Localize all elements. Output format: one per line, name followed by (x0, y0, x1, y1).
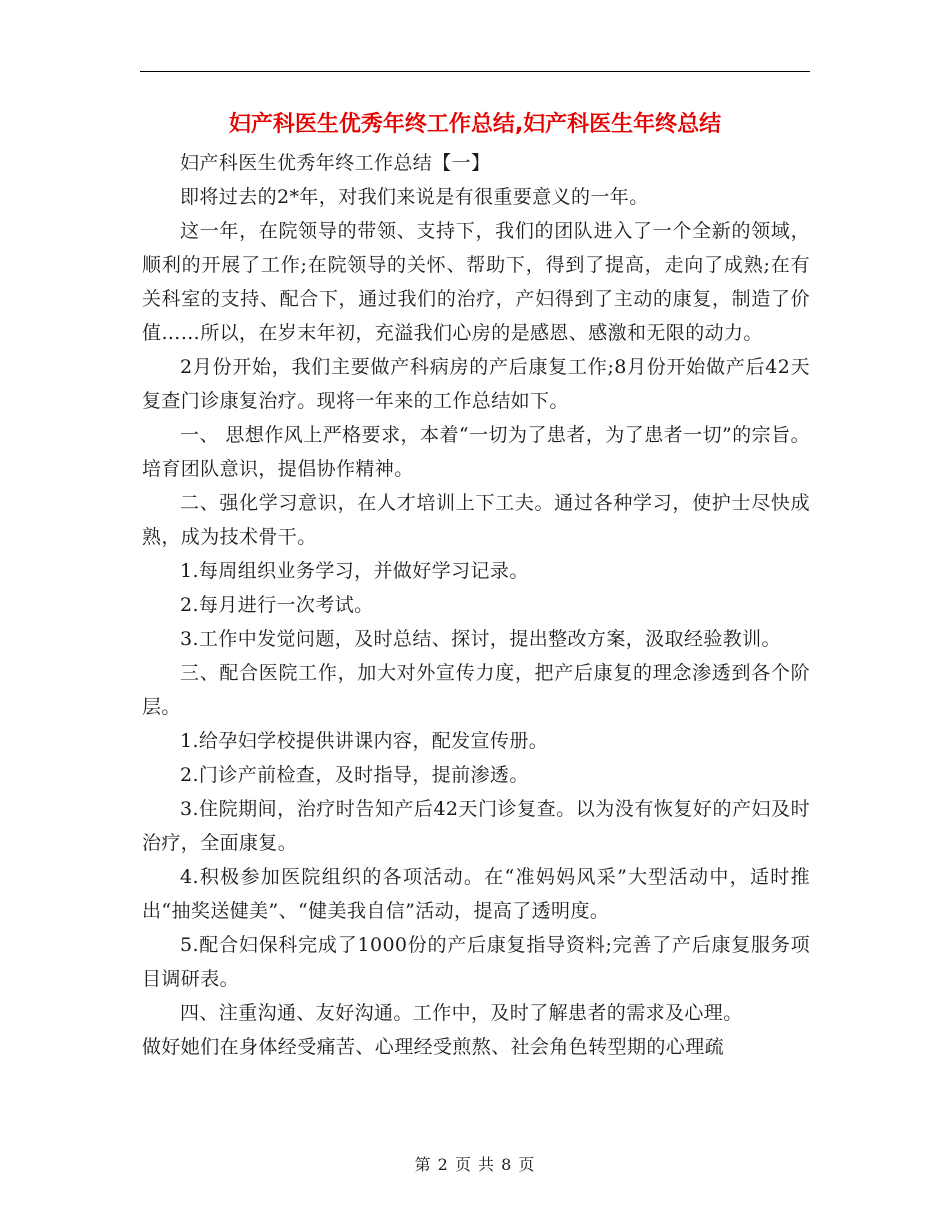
document-title: 妇产科医生优秀年终工作总结,妇产科医生年终总结 (228, 112, 722, 137)
paragraph: 4.积极参加医院组织的各项活动。在“准妈妈风采”大型活动中，适时推出“抽奖送健美”、“健美我自信”活动，提高了透明度。 (142, 866, 810, 922)
paragraph: 3.住院期间，治疗时告知产后42天门诊复查。以为没有恢复好的产妇及时治疗，全面康复。 (142, 798, 810, 854)
paragraph: 这一年，在院领导的带领、支持下，我们的团队进入了一个全新的领域，顺利的开展了工作;在院领导的关怀、帮助下，得到了提高，走向了成熟;在有关科室的支持、配合下，通过我们的治疗，产妇得到了主动的康复，制造了价值……所以，在岁末年初，充溢我们心房的是感恩、感激和无限的动力。 (142, 220, 810, 344)
page-number: 第 2 页 共 8 页 (414, 1155, 536, 1174)
paragraph: 1.给孕妇学校提供讲课内容，配发宣传册。 (180, 730, 549, 752)
header-rule (140, 71, 810, 72)
paragraph: 2月份开始，我们主要做产科病房的产后康复工作;8月份开始做产后42天复查门诊康复治疗。现将一年来的工作总结如下。 (142, 356, 810, 412)
document-body (142, 146, 810, 1064)
paragraph: 3.工作中发觉问题，及时总结、探讨，提出整改方案，汲取经验教训。 (180, 628, 781, 650)
paragraph: 一、 思想作风上严格要求，本着“一切为了患者，为了患者一切”的宗旨。培育团队意识，提倡协作精神。 (142, 424, 810, 480)
paragraph: 即将过去的2*年，对我们来说是有很重要意义的一年。 (180, 186, 649, 208)
paragraph: 5.配合妇保科完成了1000份的产后康复指导资料;完善了产后康复服务项目调研表。 (142, 934, 810, 990)
paragraph: 2.门诊产前检查，及时指导，提前渗透。 (180, 764, 529, 786)
paragraph: 1.每周组织业务学习，并做好学习记录。 (180, 560, 529, 582)
paragraph: 二、强化学习意识，在人才培训上下工夫。通过各种学习，使护士尽快成熟，成为技术骨干。 (142, 492, 810, 548)
paragraph: 三、配合医院工作，加大对外宣传力度，把产后康复的理念渗透到各个阶层。 (142, 662, 810, 718)
paragraph: 2.每月进行一次考试。 (180, 594, 374, 616)
paragraph-continuation: 做好她们在身体经受痛苦、心理经受煎熬、社会角色转型期的心理疏 (142, 1036, 725, 1058)
paragraph: 四、注重沟通、友好沟通。工作中，及时了解患者的需求及心理。 (180, 1002, 743, 1024)
paragraph: 妇产科医生优秀年终工作总结【一】 (180, 152, 491, 174)
